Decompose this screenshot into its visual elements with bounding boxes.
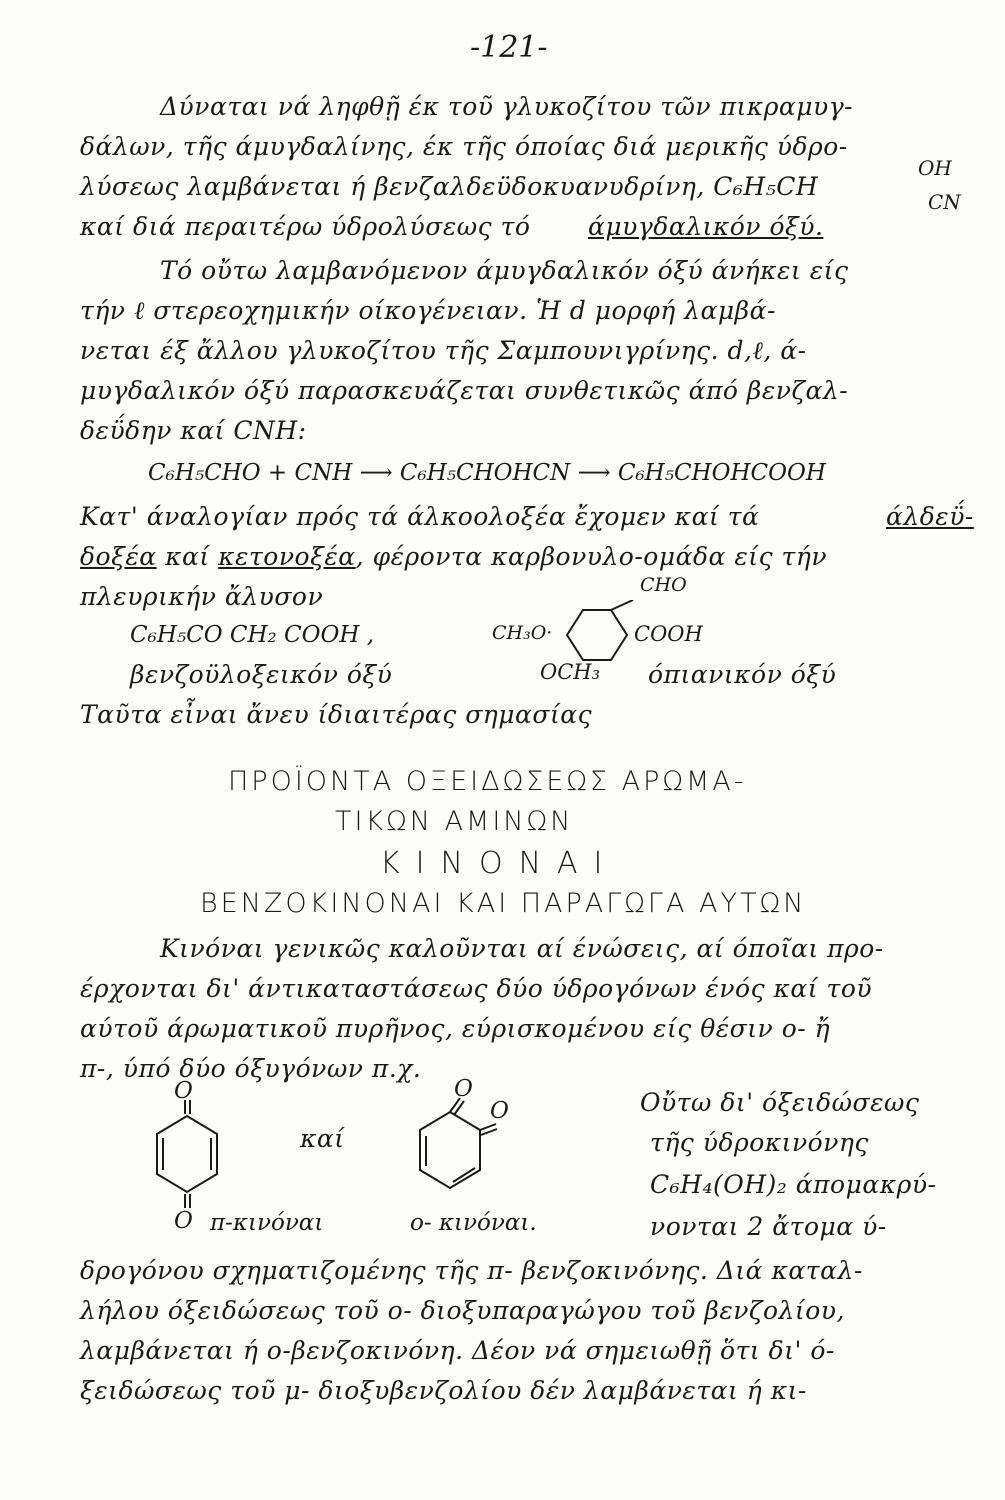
aldehydo-acids-term: άλδεΰ-: [886, 502, 974, 531]
page-number: -121-: [470, 30, 548, 65]
text-line: Οὔτω δι' όξειδώσεως: [640, 1088, 920, 1117]
text-line: νονται 2 ἄτομα ύ-: [650, 1212, 887, 1241]
p-quinone-structure: [145, 1098, 225, 1210]
text-line: λήλου όξειδώσεως τοῦ o- διοξυπαραγώγου τοῦ βενζολίου,: [80, 1296, 845, 1325]
reaction-equation: C₆H₅CHO + CNH ⟶ C₆H₅CHOHCN ⟶ C₆H₅CHOHCOOH: [148, 460, 826, 486]
keto-acids-term: κετονοξέα: [218, 542, 356, 571]
text-span: , φέροντα καρβονυλο-ομάδα είς τήν: [355, 542, 828, 571]
text-line: Τό οὔτω λαμβανόμενον άμυγδαλικόν όξύ άνήκει είς: [160, 256, 849, 285]
o-quinone-oxygen-2: O: [490, 1098, 509, 1124]
cyanohydrin-cn-group: CN: [928, 190, 961, 214]
text-line: δεΰδην καί CNH:: [80, 416, 307, 445]
opianic-acid-name: όπιανικόν όξύ: [648, 660, 837, 689]
p-quinone-top-oxygen: O: [174, 1078, 193, 1104]
text-line: C₆H₄(OH)₂ άπομακρύ-: [650, 1170, 937, 1199]
text-line: έρχονται δι' άντικαταστάσεως δύο ύδρογόνων ένός καί τοῦ: [80, 974, 873, 1003]
text-line: λύσεως λαμβάνεται ή βενζαλδεϋδοκυανυδρίνη, C₆H₅CH: [80, 172, 819, 201]
text-line: δάλων, τῆς άμυγδαλίνης, έκ τῆς όποίας διά μερικῆς ύδρο-: [80, 132, 848, 161]
opianic-acid-ring: [555, 600, 635, 670]
text-line: καί διά περαιτέρω ύδρολύσεως τό: [80, 212, 531, 241]
p-quinone-bottom-oxygen: O: [174, 1208, 193, 1234]
amygdalic-acid-term: άμυγδαλικόν όξύ.: [588, 212, 824, 241]
text-line: ξειδώσεως τοῦ μ- διοξυβενζολίου δέν λαμβάνεται ή κι-: [80, 1376, 807, 1405]
text-line: αύτοῦ άρωματικοῦ πυρῆνος, εύρισκομένου είς θέσιν o- ἤ: [80, 1014, 831, 1043]
text-line: λαμβάνεται ή o-βενζοκινόνη. Δέον νά σημειωθῇ ὅτι δι' ό-: [80, 1336, 835, 1365]
p-quinone-label: π-κινόναι: [210, 1210, 324, 1236]
opianic-methoxy-bottom: OCH₃: [540, 660, 601, 684]
cyanohydrin-oh-group: OH: [918, 156, 952, 180]
benzoylacetic-acid-formula: C₆H₅CO CH₂ COOH ,: [130, 622, 375, 648]
aldehydo-acids-term-cont: δοξέα: [80, 542, 157, 571]
text-line: πλευρικήν ἄλυσον: [80, 582, 324, 611]
text-line: Δύναται νά ληφθῇ έκ τοῦ γλυκοζίτου τῶν πικραμυγ-: [160, 92, 854, 121]
text-line: τήν ℓ στερεοχημικήν οίκογένειαν. Ἡ d μορφή λαμβά-: [80, 296, 776, 325]
section-subheading: ΒΕΝΖΟΚΙΝΟΝΑΙ ΚΑΙ ΠΑΡΑΓΩΓΑ ΑΥΤΩΝ: [200, 888, 807, 919]
text-line: τῆς ύδροκινόνης: [650, 1128, 869, 1157]
section-heading-main: ΚΙΝΟΝΑΙ: [380, 846, 619, 881]
o-quinone-label: o- κινόναι.: [410, 1210, 537, 1236]
opianic-cho-group: CHO: [640, 574, 687, 596]
conjunction-text: καί: [300, 1124, 345, 1153]
text-line: π-, ύπό δύο όξυγόνων π.χ.: [80, 1054, 422, 1083]
opianic-methoxy-left: CH₃O·: [492, 622, 553, 644]
text-line: Κινόναι γενικῶς καλοῦνται αί ένώσεις, αί όποῖαι προ-: [160, 934, 884, 963]
benzoylacetic-acid-name: βενζοϋλοξεικόν όξύ: [130, 660, 393, 689]
o-quinone-oxygen-1: O: [454, 1076, 473, 1102]
text-span: καί: [156, 542, 219, 571]
text-line: Κατ' άναλογίαν πρός τά άλκοολοξέα ἔχομεν καί τά: [80, 502, 760, 531]
section-heading: ΠΡΟΪΟΝΤΑ ΟΞΕΙΔΩΣΕΩΣ ΑΡΩΜΑ-: [228, 766, 747, 797]
text-line: Ταῦτα εἶναι ἄνευ ίδιαιτέρας σημασίας: [80, 700, 593, 729]
text-line: [80, 542, 827, 571]
opianic-cooh-group: COOH: [634, 622, 703, 646]
text-line: μυγδαλικόν όξύ παρασκευάζεται συνθετικῶς άπό βενζαλ-: [80, 376, 849, 405]
section-heading: ΤΙΚΩΝ ΑΜΙΝΩΝ: [335, 806, 574, 837]
text-line: νεται έξ ἄλλου γλυκοζίτου τῆς Σαμπουνιγρίνης. d,ℓ, ά-: [80, 336, 807, 365]
text-line: δρογόνου σχηματιζομένης τῆς π- βενζοκινόνης. Διά καταλ-: [80, 1256, 863, 1285]
